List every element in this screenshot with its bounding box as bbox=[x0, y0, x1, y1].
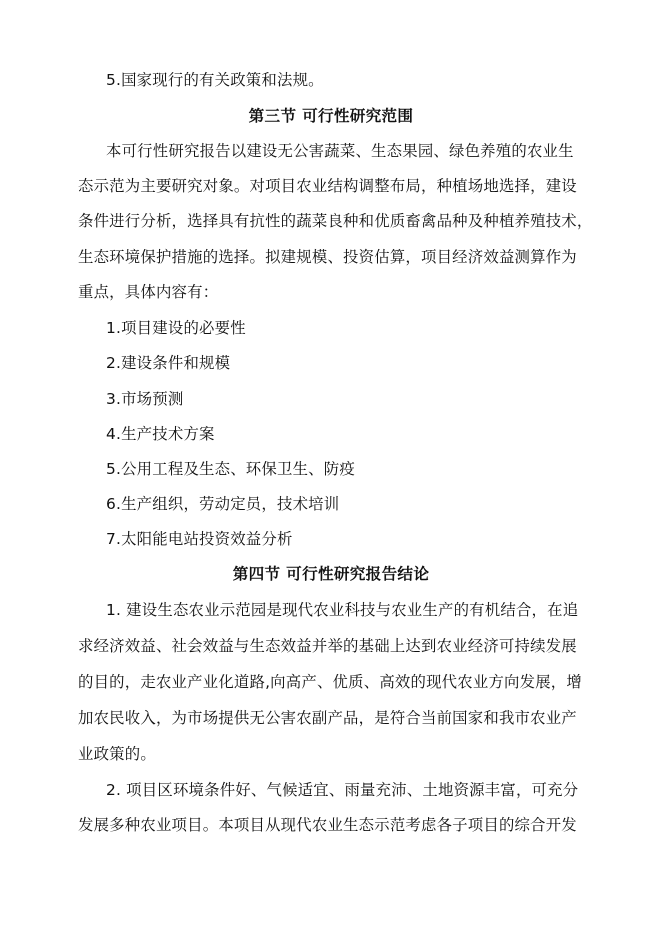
scope-list-item-2: 2.建设条件和规模 bbox=[106, 354, 231, 372]
conclusion-1-line-1: 1. 建设生态农业示范园是现代农业科技与农业生产的有机结合，在追 bbox=[106, 601, 579, 619]
scope-paragraph-line-4: 生态环境保护措施的选择。拟建规模、投资估算，项目经济效益测算作为 bbox=[78, 248, 577, 266]
scope-paragraph-line-2: 态示范为主要研究对象。对项目农业结构调整布局，种植场地选择，建设 bbox=[78, 177, 577, 195]
scope-paragraph-line-1: 本可行性研究报告以建设无公害蔬菜、生态果园、绿色养殖的农业生 bbox=[106, 142, 574, 160]
section-3-title: 第三节 可行性研究范围 bbox=[248, 107, 414, 125]
scope-list-item-4: 4.生产技术方案 bbox=[106, 425, 215, 443]
section-4-title: 第四节 可行性研究报告结论 bbox=[232, 565, 430, 583]
scope-paragraph-line-5: 重点，具体内容有： bbox=[78, 283, 219, 301]
scope-paragraph-line-3: 条件进行分析，选择具有抗性的蔬菜良种和优质畜禽品种及种植养殖技术， bbox=[78, 212, 593, 230]
conclusion-1-line-3: 的目的，走农业产业化道路,向高产、优质、高效的现代农业方向发展，增 bbox=[78, 673, 582, 691]
scope-list-item-3: 3.市场预测 bbox=[106, 390, 184, 408]
conclusion-2-line-1: 2. 项目区环境条件好、气候适宜、雨量充沛、土地资源丰富，可充分 bbox=[106, 781, 579, 799]
scope-list-item-7: 7.太阳能电站投资效益分析 bbox=[106, 530, 293, 548]
policy-item-5: 5.国家现行的有关政策和法规。 bbox=[106, 71, 324, 89]
conclusion-1-line-5: 业政策的。 bbox=[78, 745, 156, 763]
conclusion-1-line-4: 加农民收入，为市场提供无公害农副产品，是符合当前国家和我市农业产 bbox=[78, 709, 577, 727]
scope-list-item-1: 1.项目建设的必要性 bbox=[106, 319, 246, 337]
scope-list-item-5: 5.公用工程及生态、环保卫生、防疫 bbox=[106, 460, 355, 478]
conclusion-2-line-2: 发展多种农业项目。本项目从现代农业生态示范考虑各子项目的综合开发 bbox=[78, 816, 577, 834]
conclusion-1-line-2: 求经济效益、社会效益与生态效益并举的基础上达到农业经济可持续发展 bbox=[78, 637, 577, 655]
scope-list-item-6: 6.生产组织，劳动定员，技术培训 bbox=[106, 495, 340, 513]
